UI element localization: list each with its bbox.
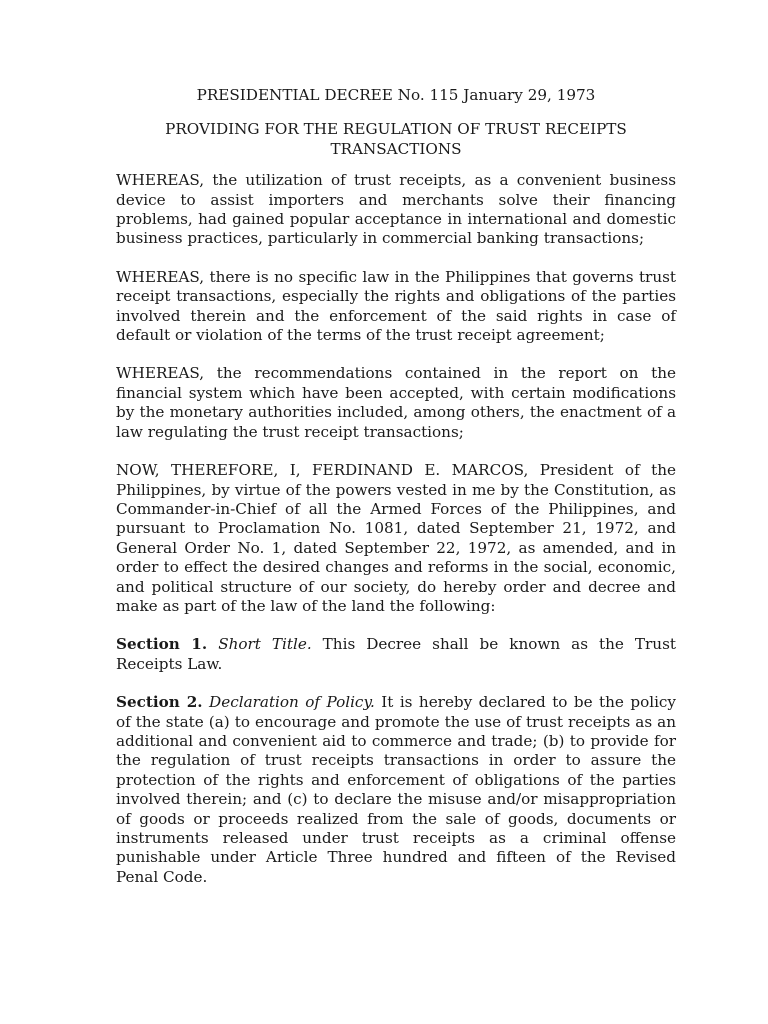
section-1-heading: Section 1. xyxy=(116,635,208,654)
document-subtitle: PROVIDING FOR THE REGULATION OF TRUST RECEIPTS TRANSACTIONS xyxy=(165,120,627,158)
section-2-title: Declaration of Policy. xyxy=(209,693,375,712)
section-2-heading: Section 2. xyxy=(116,693,203,712)
whereas-clause-2: WHEREAS, there is no specific law in the Philippines that governs trust receipt transactions, especially the rights and obligations of the parties involved therein and the enforcement of the said rights in case of default or violation of the terms of the trust receipt agreement; xyxy=(116,267,676,345)
section-1-title: Short Title. xyxy=(218,635,312,654)
section-2-text: It is hereby declared to be the policy of the state (a) to encourage and promote the use of trust receipts as an additional and convenient aid to commerce and trade; (b) to provide for the regulation of trust receipts transactions in order to assure the protection of the rights and enforcement of obligations of the parties involved therein; and (c) to declare the misuse and/or misappropriation of goods or proceeds realized from the sale of goods, documents or instruments released under trust receipts as a criminal offense punishable under Article Three hundred and fifteen of the Revised Penal Code. xyxy=(116,693,677,886)
document-title: PRESIDENTIAL DECREE No. 115 January 29, 1973 xyxy=(196,86,596,104)
document-page xyxy=(116,86,676,906)
section-1-text: This Decree shall be known as the Trust Receipts Law. xyxy=(116,635,676,673)
whereas-clause-3: WHEREAS, the recommendations contained in the report on the financial system which have been accepted, with certain modifications by the monetary authorities included, among others, the enactment of a law regulating the trust receipt transactions; xyxy=(116,364,676,441)
now-therefore-clause: NOW, THEREFORE, I, FERDINAND E. MARCOS, President of the Philippines, by virtue of the powers vested in me by the Constitution, as Commander-in-Chief of all the Armed Forces of the Philippines, and pursuant to Proclamation No. 1081, dated September 21, 1972, and General Order No. 1, dated September 22, 1972, as amended, and in order to effect the desired changes and reforms in the social, economic, and political structure of our society, do hereby order and decree and make as part of the law of the land the following: xyxy=(116,461,676,615)
section-2 xyxy=(116,693,676,887)
section-1 xyxy=(116,635,676,674)
whereas-clause-1: WHEREAS, the utilization of trust receipts, as a convenient business device to assist importers and merchants solve their financing problems, had gained popular acceptance in international and domestic business practices, particularly in commercial banking transactions; xyxy=(116,171,676,248)
